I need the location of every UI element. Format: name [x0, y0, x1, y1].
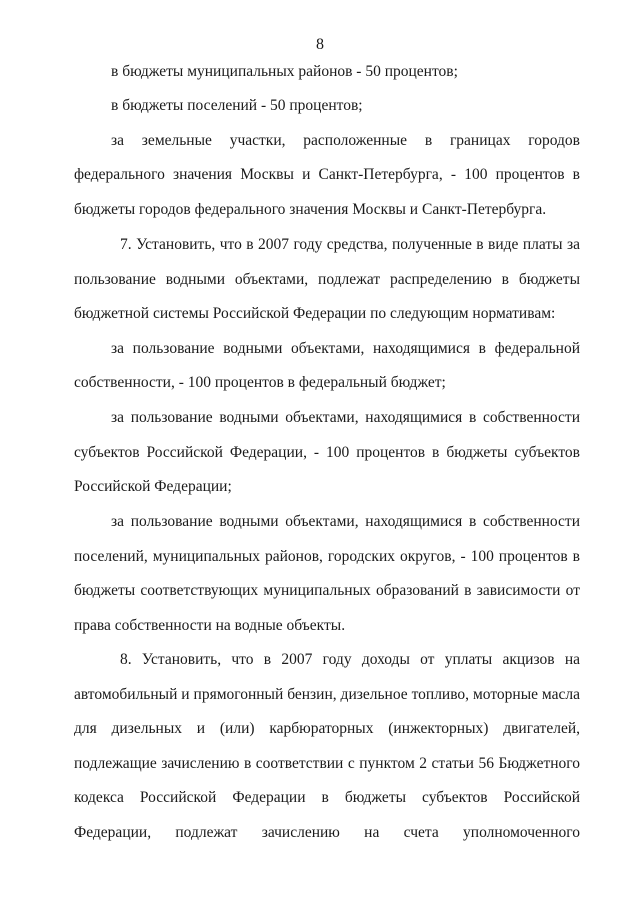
text-line: бюджеты городов федерального значения Москвы и Санкт-Петербурга.	[74, 201, 547, 218]
text-line: кодекса Российской Федерации в бюджеты субъектов Российской	[74, 789, 580, 806]
text-line: бюджетной системы Российской Федерации по следующим нормативам:	[74, 305, 556, 322]
text-line: автомобильный и прямогонный бензин, дизельное топливо, моторные масла	[74, 686, 580, 703]
text-line: за пользование водными объектами, находящимися в федеральной	[111, 340, 580, 357]
text-line: Российской Федерации;	[74, 478, 232, 495]
text-line: 8. Установить, что в 2007 году доходы от уплаты акцизов на	[120, 651, 580, 668]
text-line: Федерации, подлежат зачислению на счета уполномоченного	[74, 824, 580, 841]
text-line: федерального значения Москвы и Санкт-Петербурга, - 100 процентов в	[74, 166, 580, 183]
text-line: бюджеты соответствующих муниципальных образований в зависимости от	[74, 582, 580, 599]
text-line: права собственности на водные объекты.	[74, 617, 346, 634]
text-line: за земельные участки, расположенные в границах городов	[111, 132, 580, 149]
text-line: за пользование водными объектами, находящимися в собственности	[111, 409, 580, 426]
text-line: поселений, муниципальных районов, городских округов, - 100 процентов в	[74, 548, 580, 565]
page-number: 8	[316, 36, 324, 53]
text-line: в бюджеты поселений - 50 процентов;	[111, 97, 363, 114]
text-line: для дизельных и (или) карбюраторных (инжекторных) двигателей,	[74, 720, 580, 737]
text-line: за пользование водными объектами, находящимися в собственности	[111, 513, 580, 530]
text-line: 7. Установить, что в 2007 году средства, полученные в виде платы за	[120, 236, 580, 253]
text-line: подлежащие зачислению в соответствии с пунктом 2 статьи 56 Бюджетного	[74, 755, 580, 772]
text-line: собственности, - 100 процентов в федеральный бюджет;	[74, 374, 446, 391]
text-line: пользование водными объектами, подлежат распределению в бюджеты	[74, 271, 580, 288]
text-line: в бюджеты муниципальных районов - 50 процентов;	[111, 63, 458, 80]
text-line: субъектов Российской Федерации, - 100 процентов в бюджеты субъектов	[74, 444, 580, 461]
